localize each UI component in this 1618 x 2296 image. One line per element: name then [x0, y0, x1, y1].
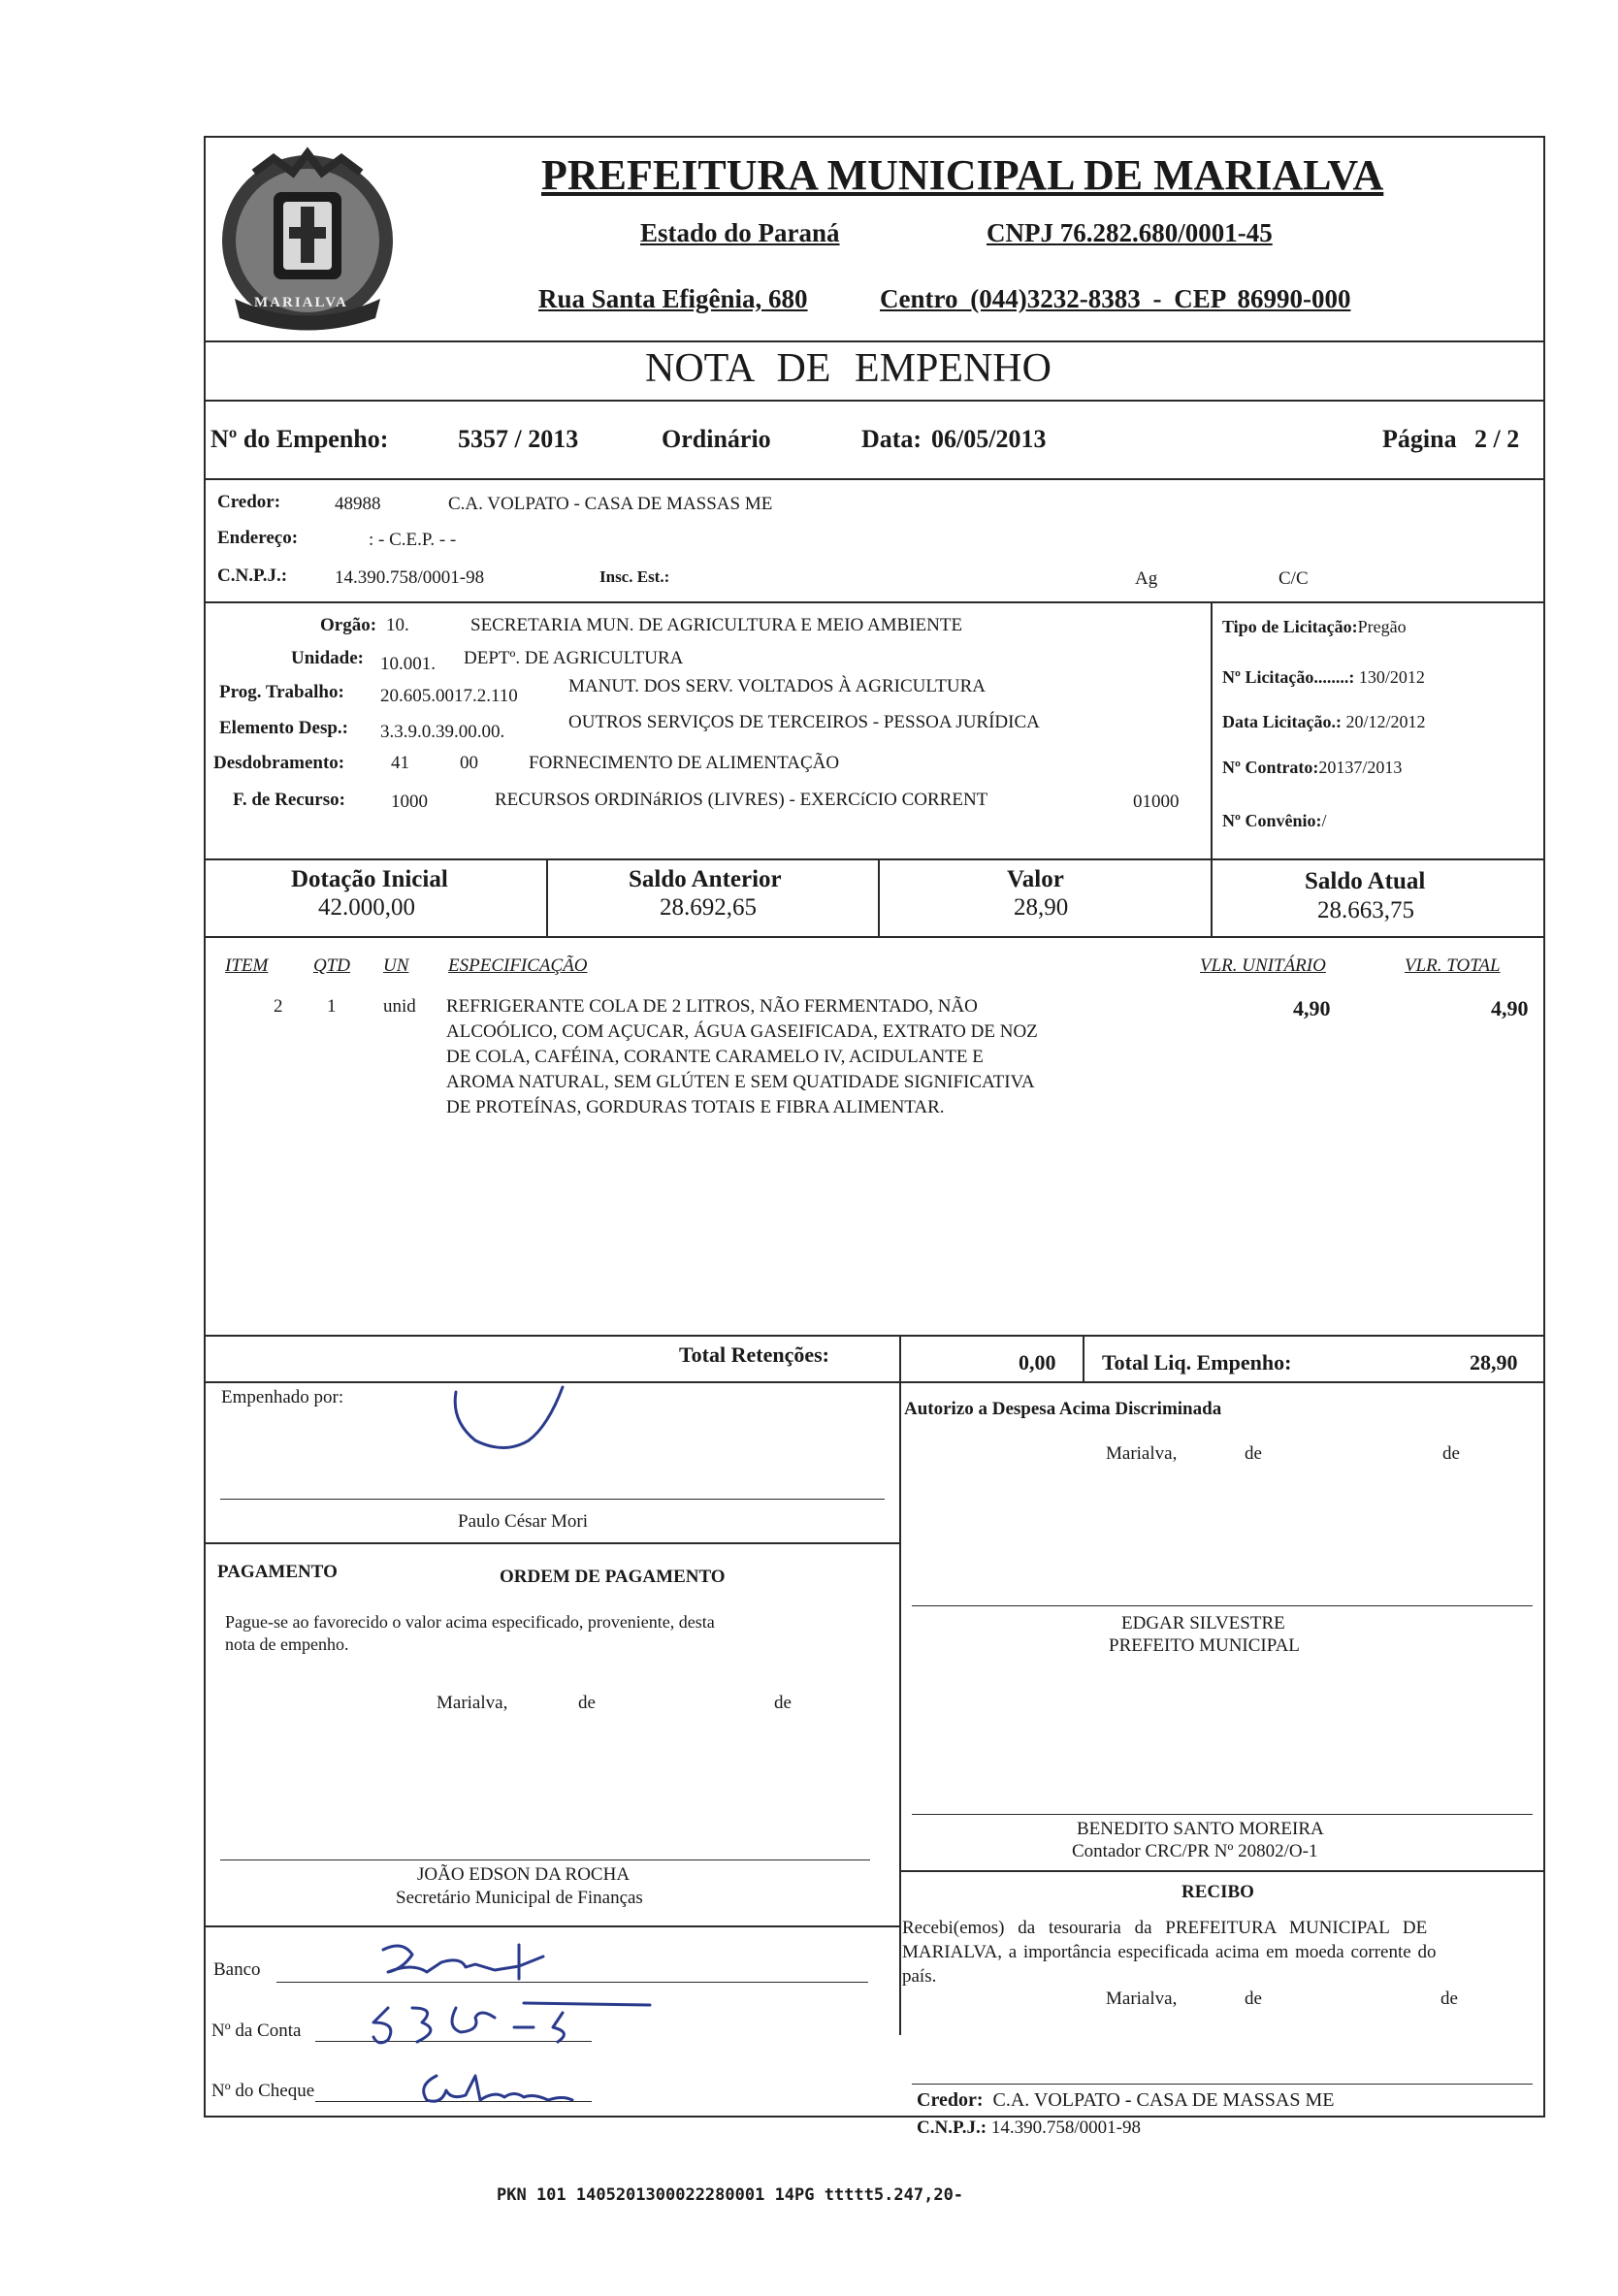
prog-trabalho-label: Prog. Trabalho: [219, 682, 344, 702]
orgao-name: SECRETARIA MUN. DE AGRICULTURA E MEIO AMBIENTE [470, 615, 963, 635]
autorizo-de-1: de [1245, 1443, 1262, 1464]
item-spec-line-1: REFRIGERANTE COLA DE 2 LITROS, NÃO FERMENTADO, NÃO [446, 996, 978, 1017]
licitacao-numero [1222, 667, 1425, 688]
prefeito-name: EDGAR SILVESTRE [1121, 1613, 1285, 1633]
item-number: 2 [274, 996, 283, 1017]
licitacao-numero-value: 130/2012 [1358, 667, 1425, 687]
empenhado-signature [446, 1382, 592, 1460]
recibo-de-2: de [1440, 1989, 1458, 2009]
contrato [1222, 758, 1402, 778]
address-label: Endereço: [217, 528, 299, 548]
pagamento-text-2: nota de empenho. [225, 1634, 349, 1654]
credor-address: : - C.E.P. - - [369, 530, 457, 550]
banco-label: Banco [213, 1959, 261, 1980]
insc-est-label: Insc. Est.: [599, 567, 670, 586]
orgao-label: Orgão: [320, 615, 377, 635]
recibo-cnpj-label: C.N.P.J.: [917, 2118, 987, 2138]
desdobramento-label: Desdobramento: [213, 753, 345, 773]
balance-saldo-anterior-value: 28.692,65 [660, 894, 757, 921]
pagamento-text-1: Pague-se ao favorecido o valor acima especificado, proveniente, desta [225, 1612, 715, 1632]
ag-label: Ag [1135, 568, 1158, 589]
balance-saldo-atual-value: 28.663,75 [1317, 897, 1414, 923]
elemento-code: 3.3.9.0.39.00.00. [380, 722, 505, 742]
licitacao-data-value: 20/12/2012 [1345, 712, 1426, 731]
recibo-credor [917, 2089, 1334, 2112]
credor-code: 48988 [335, 494, 381, 514]
autorizo-place: Marialva, [1106, 1443, 1178, 1464]
conta-handwriting [369, 1993, 660, 2052]
pagamento-de-1: de [578, 1693, 596, 1713]
item-spec-line-4: AROMA NATURAL, SEM GLÚTEN E SEM QUATIDADE SIGNIFICATIVA [446, 1072, 1035, 1092]
balance-valor-label: Valor [1007, 866, 1064, 892]
convenio-value: / [1321, 811, 1327, 830]
recibo-cnpj-value: 14.390.758/0001-98 [990, 2118, 1141, 2138]
col-un: UN [383, 955, 409, 976]
convenio-label: Nº Convênio: [1222, 811, 1322, 830]
page-number: 2 / 2 [1474, 425, 1520, 453]
municipality-title: PREFEITURA MUNICIPAL DE MARIALVA [541, 151, 1384, 199]
autorizo-de-2: de [1442, 1443, 1460, 1464]
address-street: Rua Santa Efigênia, 680 [538, 284, 808, 313]
secretario-name: JOÃO EDSON DA ROCHA [417, 1864, 631, 1885]
autorizo-label: Autorizo a Despesa Acima Discriminada [904, 1399, 1222, 1419]
pagamento-label: PAGAMENTO [217, 1562, 338, 1582]
address-contact: Centro (044)3232-8383 - CEP 86990-000 [880, 284, 1351, 313]
balance-dotacao-value: 42.000,00 [318, 894, 415, 921]
coat-of-arms-icon [215, 144, 400, 342]
elemento-name: OUTROS SERVIÇOS DE TERCEIROS - PESSOA JURÍDICA [568, 712, 1040, 732]
col-qtd: QTD [313, 955, 351, 976]
conta-label: Nº da Conta [211, 2021, 302, 2041]
ordem-pagamento-label: ORDEM DE PAGAMENTO [500, 1567, 726, 1587]
banco-handwriting [373, 1935, 626, 1993]
licitacao-tipo-value: Pregão [1357, 617, 1407, 636]
page-label: Página [1382, 425, 1457, 453]
cheque-handwriting [412, 2066, 587, 2115]
recibo-place: Marialva, [1106, 1989, 1178, 2009]
balance-dotacao-label: Dotação Inicial [291, 866, 448, 892]
recibo-text-3: país. [902, 1966, 937, 1987]
licitacao-tipo [1222, 617, 1407, 637]
pagamento-place: Marialva, [437, 1693, 508, 1713]
col-item: ITEM [225, 955, 269, 976]
desdobramento-sub: 00 [460, 753, 478, 773]
col-total: VLR. TOTAL [1405, 955, 1501, 976]
empenhado-label: Empenhado por: [221, 1387, 344, 1407]
recibo-label: RECIBO [1181, 1882, 1254, 1902]
pagamento-de-2: de [774, 1693, 792, 1713]
contrato-label: Nº Contrato: [1222, 758, 1319, 777]
contador-role: Contador CRC/PR Nº 20802/O-1 [1072, 1841, 1318, 1861]
state-name: Estado do Paraná [640, 218, 840, 247]
contador-name: BENEDITO SANTO MOREIRA [1077, 1819, 1324, 1839]
item-un: unid [383, 996, 416, 1017]
liq-empenho-value: 28,90 [1470, 1350, 1518, 1374]
licitacao-data [1222, 712, 1425, 732]
unidade-name: DEPTº. DE AGRICULTURA [464, 648, 684, 668]
credor-label: Credor: [217, 492, 281, 512]
licitacao-data-label: Data Licitação.: [1222, 712, 1342, 731]
retencoes-label: Total Retenções: [679, 1342, 829, 1367]
balance-saldo-atual-label: Saldo Atual [1305, 868, 1426, 894]
empenho-type: Ordinário [662, 425, 771, 453]
retencoes-value: 0,00 [1019, 1350, 1056, 1374]
liq-empenho-label: Total Liq. Empenho: [1102, 1350, 1292, 1374]
item-spec-line-5: DE PROTEÍNAS, GORDURAS TOTAIS E FIBRA ALIMENTAR. [446, 1097, 945, 1117]
recibo-text-1: Recebi(emos) da tesouraria da PREFEITURA MUNICIPAL DE [902, 1918, 1428, 1938]
licitacao-tipo-label: Tipo de Licitação: [1222, 617, 1358, 636]
unidade-code: 10.001. [380, 654, 436, 674]
prefeito-role: PREFEITO MUNICIPAL [1109, 1635, 1300, 1656]
balance-saldo-anterior-label: Saldo Anterior [629, 866, 782, 892]
recurso-label: F. de Recurso: [233, 790, 345, 810]
recibo-de-1: de [1245, 1989, 1262, 2009]
credor-cnpj: 14.390.758/0001-98 [335, 567, 485, 588]
balance-valor-value: 28,90 [1014, 894, 1069, 921]
municipality-cnpj: CNPJ 76.282.680/0001-45 [987, 218, 1273, 247]
recibo-credor-name: C.A. VOLPATO - CASA DE MASSAS ME [992, 2089, 1335, 2111]
unidade-label: Unidade: [291, 648, 364, 668]
desdobramento-code: 41 [391, 753, 409, 773]
item-total: 4,90 [1491, 996, 1529, 1020]
col-unit-price: VLR. UNITÁRIO [1200, 955, 1326, 976]
recibo-credor-label: Credor: [917, 2089, 984, 2111]
cheque-label: Nº do Cheque [211, 2081, 315, 2101]
credor-name: C.A. VOLPATO - CASA DE MASSAS ME [448, 494, 773, 514]
item-unit-price: 4,90 [1293, 996, 1331, 1020]
empenho-date-label: Data: [861, 425, 922, 453]
empenho-number-label: Nº do Empenho: [210, 425, 389, 453]
prog-trabalho-name: MANUT. DOS SERV. VOLTADOS À AGRICULTURA [568, 676, 986, 696]
contrato-value: 20137/2013 [1318, 758, 1403, 777]
footer-code: PKN 101 1405201300022280001 14PG ttttt5.247,20- [497, 2185, 964, 2205]
recurso-name: RECURSOS ORDINáRIOS (LIVRES) - EXERCíCIO CORRENT [495, 790, 988, 810]
empenho-date: 06/05/2013 [931, 425, 1047, 453]
convenio [1222, 811, 1326, 831]
licitacao-numero-label: Nº Licitação........: [1222, 667, 1355, 687]
recibo-cnpj [917, 2118, 1141, 2139]
empenho-number: 5357 / 2013 [458, 425, 579, 453]
prog-trabalho-code: 20.605.0017.2.110 [380, 686, 518, 706]
recibo-text-2: MARIALVA, a importância especificada acima em moeda corrente do [902, 1942, 1437, 1962]
recurso-sub: 01000 [1133, 792, 1180, 812]
col-spec: ESPECIFICAÇÃO [448, 955, 588, 976]
cc-label: C/C [1278, 568, 1309, 589]
desdobramento-name: FORNECIMENTO DE ALIMENTAÇÃO [529, 753, 840, 773]
item-spec-line-3: DE COLA, CAFÉINA, CORANTE CARAMELO IV, ACIDULANTE E [446, 1047, 984, 1067]
coat-of-arms-label: MARIALVA [254, 295, 348, 310]
item-qtd: 1 [327, 996, 337, 1017]
credor-cnpj-label: C.N.P.J.: [217, 566, 288, 586]
empenhado-name: Paulo César Mori [458, 1511, 589, 1532]
elemento-label: Elemento Desp.: [219, 718, 348, 738]
secretario-role: Secretário Municipal de Finanças [396, 1888, 643, 1908]
recurso-code: 1000 [391, 792, 428, 812]
orgao-code: 10. [386, 615, 409, 635]
item-spec-line-2: ALCOÓLICO, COM AÇUCAR, ÁGUA GASEIFICADA, EXTRATO DE NOZ [446, 1021, 1038, 1042]
document-title: NOTA DE EMPENHO [645, 346, 1052, 391]
